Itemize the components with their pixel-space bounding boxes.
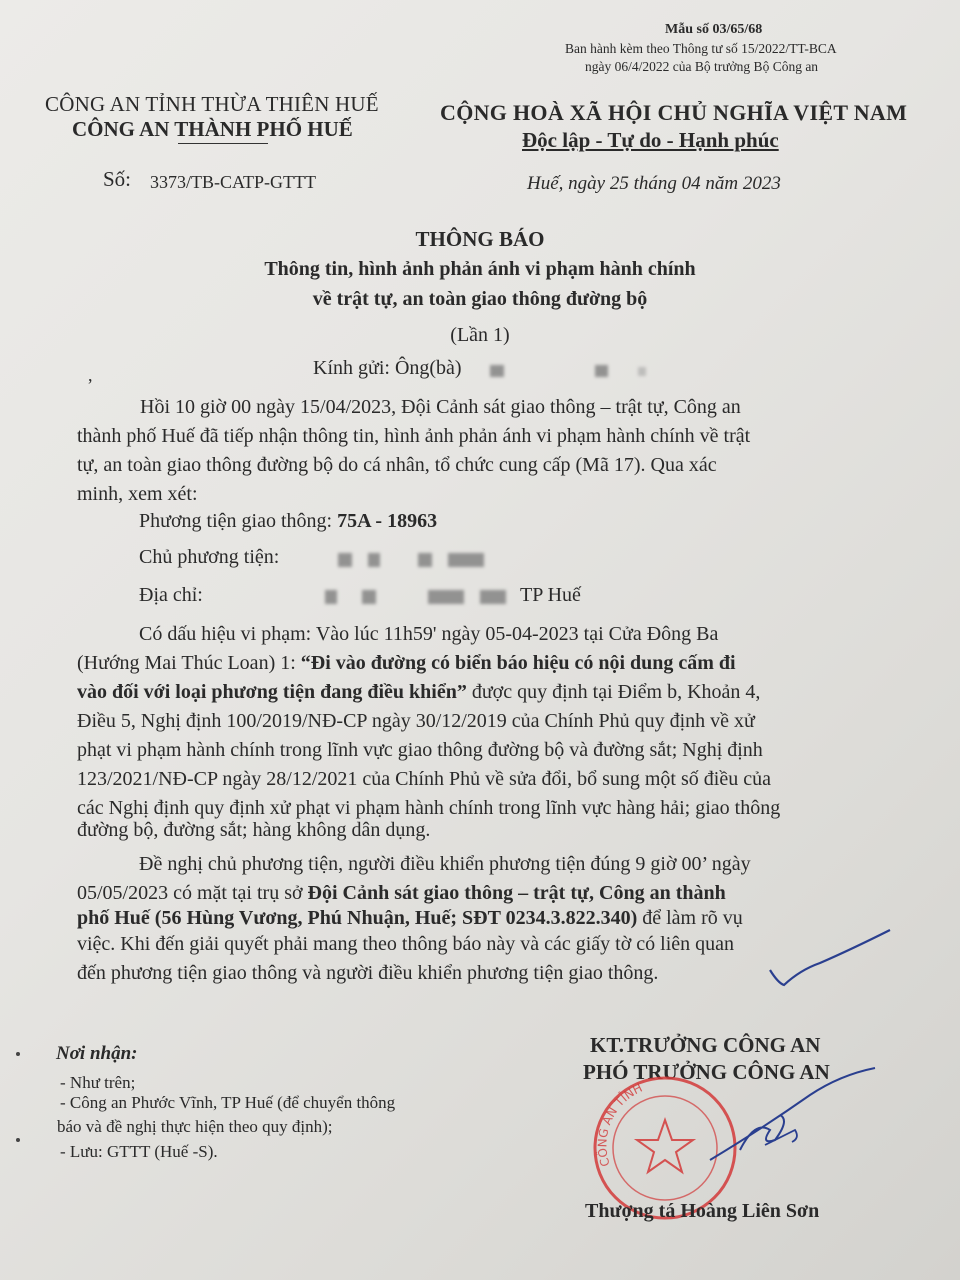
body-text: để làm rõ vụ xyxy=(637,907,743,929)
redacted-name xyxy=(490,365,504,377)
agency-name: CÔNG AN THÀNH PHỐ HUẾ xyxy=(72,117,353,141)
redacted-name xyxy=(595,365,608,377)
signer-title: KT.TRƯỞNG CÔNG AN xyxy=(590,1033,821,1057)
nation-name: CỘNG HOÀ XÃ HỘI CHỦ NGHĨA VIỆT NAM xyxy=(440,100,908,125)
recipient-item: - Lưu: GTTT (Huế -S). xyxy=(60,1142,218,1161)
body-line: phạt vi phạm hành chính trong lĩnh vực giao thông đường bộ và đường sắt; Nghị định xyxy=(77,739,763,761)
vehicle-plate: 75A - 18963 xyxy=(337,510,438,532)
body-line: tự, an toàn giao thông đường bộ do cá nhân, tổ chức cung cấp (Mã 17). Qua xác xyxy=(77,454,717,476)
office-text: Đội Cảnh sát giao thông – trật tự, Công an thành xyxy=(307,882,726,904)
recipients-title: Nơi nhận: xyxy=(56,1043,138,1064)
body-text: được quy định tại Điểm b, Khoản 4, xyxy=(466,681,761,703)
violation-text: “Đi vào đường có biển báo hiệu có nội dung cấm đi xyxy=(300,652,736,674)
violation-text: vào đối với loại phương tiện đang điều khiển” xyxy=(77,681,467,703)
redacted-address xyxy=(325,590,337,604)
form-issued-line: ngày 06/4/2022 của Bộ trưởng Bộ Công an xyxy=(585,59,819,74)
redacted-address xyxy=(480,590,506,604)
body-line: 123/2021/NĐ-CP ngày 28/12/2021 của Chính Phủ về sửa đổi, bổ sung một số điều của xyxy=(77,768,771,790)
form-issued-line: Ban hành kèm theo Thông tư số 15/2022/TT-BCA xyxy=(565,41,837,56)
parent-agency: CÔNG AN TỈNH THỪA THIÊN HUẾ xyxy=(45,92,379,116)
nation-motto: Độc lập - Tự do - Hạnh phúc xyxy=(522,128,779,152)
address-label: Địa chỉ: xyxy=(139,584,203,606)
body-line: đến phương tiện giao thông và người điều khiển phương tiện giao thông. xyxy=(77,962,659,984)
signer-title: PHÓ TRƯỞNG CÔNG AN xyxy=(583,1060,830,1084)
handwritten-signature xyxy=(700,1060,890,1170)
addressee-label: Kính gửi: Ông(bà) xyxy=(313,357,462,379)
document-subtitle: về trật tự, an toàn giao thông đường bộ xyxy=(312,288,648,310)
vehicle-label: Phương tiện giao thông: xyxy=(139,510,338,532)
body-line: Đề nghị chủ phương tiện, người điều khiển phương tiện đúng 9 giờ 00’ ngày xyxy=(139,853,751,875)
body-line: thành phố Huế đã tiếp nhận thông tin, hình ảnh phản ánh vi phạm hành chính về trật xyxy=(77,425,751,447)
body-line: Điều 5, Nghị định 100/2019/NĐ-CP ngày 30/12/2019 của Chính Phủ quy định về xử xyxy=(77,710,755,732)
redacted-name xyxy=(638,367,646,376)
body-text: 05/05/2023 có mặt tại trụ sở xyxy=(77,882,308,904)
body-line: việc. Khi đến giải quyết phải mang theo thông báo này và các giấy tờ có liên quan xyxy=(77,933,735,955)
body-text: (Hướng Mai Thúc Loan) 1: xyxy=(77,652,301,674)
pen-checkmark xyxy=(760,925,900,995)
document-date: Huế, ngày 25 tháng 04 năm 2023 xyxy=(527,173,781,194)
body-line: Có dấu hiệu vi phạm: Vào lúc 11h59' ngày 05-04-2023 tại Cửa Đông Ba xyxy=(139,623,719,645)
owner-label: Chủ phương tiện: xyxy=(139,546,280,568)
redacted-address xyxy=(428,590,464,604)
body-line xyxy=(77,678,760,707)
body-line: minh, xem xét: xyxy=(77,483,198,505)
office-text: phố Huế (56 Hùng Vương, Phú Nhuận, Huế; SĐT 0234.3.822.340) xyxy=(77,907,638,929)
redacted-owner xyxy=(368,553,380,567)
address-city: TP Huế xyxy=(520,584,581,606)
body-line xyxy=(77,904,743,933)
agency-underline xyxy=(178,143,268,144)
body-line: Hồi 10 giờ 00 ngày 15/04/2023, Đội Cảnh sát giao thông – trật tự, Công an xyxy=(140,396,741,418)
redacted-owner xyxy=(418,553,432,567)
body-line: đường bộ, đường sắt; hàng không dân dụng. xyxy=(77,819,431,841)
recipient-item: báo và đề nghị thực hiện theo quy định); xyxy=(57,1117,333,1136)
body-line xyxy=(77,649,736,678)
margin-dot xyxy=(16,1052,20,1056)
body-line: các Nghị định quy định xử phạt vi phạm hành chính trong lĩnh vực hàng hải; giao thông xyxy=(77,797,781,819)
recipient-item: - Như trên; xyxy=(60,1073,136,1092)
document-number: 3373/TB-CATP-GTTT xyxy=(150,172,316,192)
document-number-label: Số: xyxy=(103,167,132,191)
seal-text: CÔNG AN TỈNH xyxy=(595,1080,645,1169)
vehicle-field xyxy=(139,510,437,533)
margin-dot xyxy=(16,1138,20,1142)
signer-name: Thượng tá Hoàng Liên Sơn xyxy=(585,1200,820,1222)
redacted-address xyxy=(362,590,376,604)
notice-count: (Lần 1) xyxy=(450,324,510,346)
form-number: Mẫu số 03/65/68 xyxy=(665,22,763,37)
redacted-owner xyxy=(448,553,484,567)
document-title: THÔNG BÁO xyxy=(415,227,545,251)
redacted-owner xyxy=(338,553,352,567)
recipient-item: - Công an Phước Vĩnh, TP Huế (để chuyển thông xyxy=(60,1093,396,1112)
stray-mark: , xyxy=(88,365,93,385)
document-subtitle: Thông tin, hình ảnh phản ánh vi phạm hành chính xyxy=(264,258,696,280)
